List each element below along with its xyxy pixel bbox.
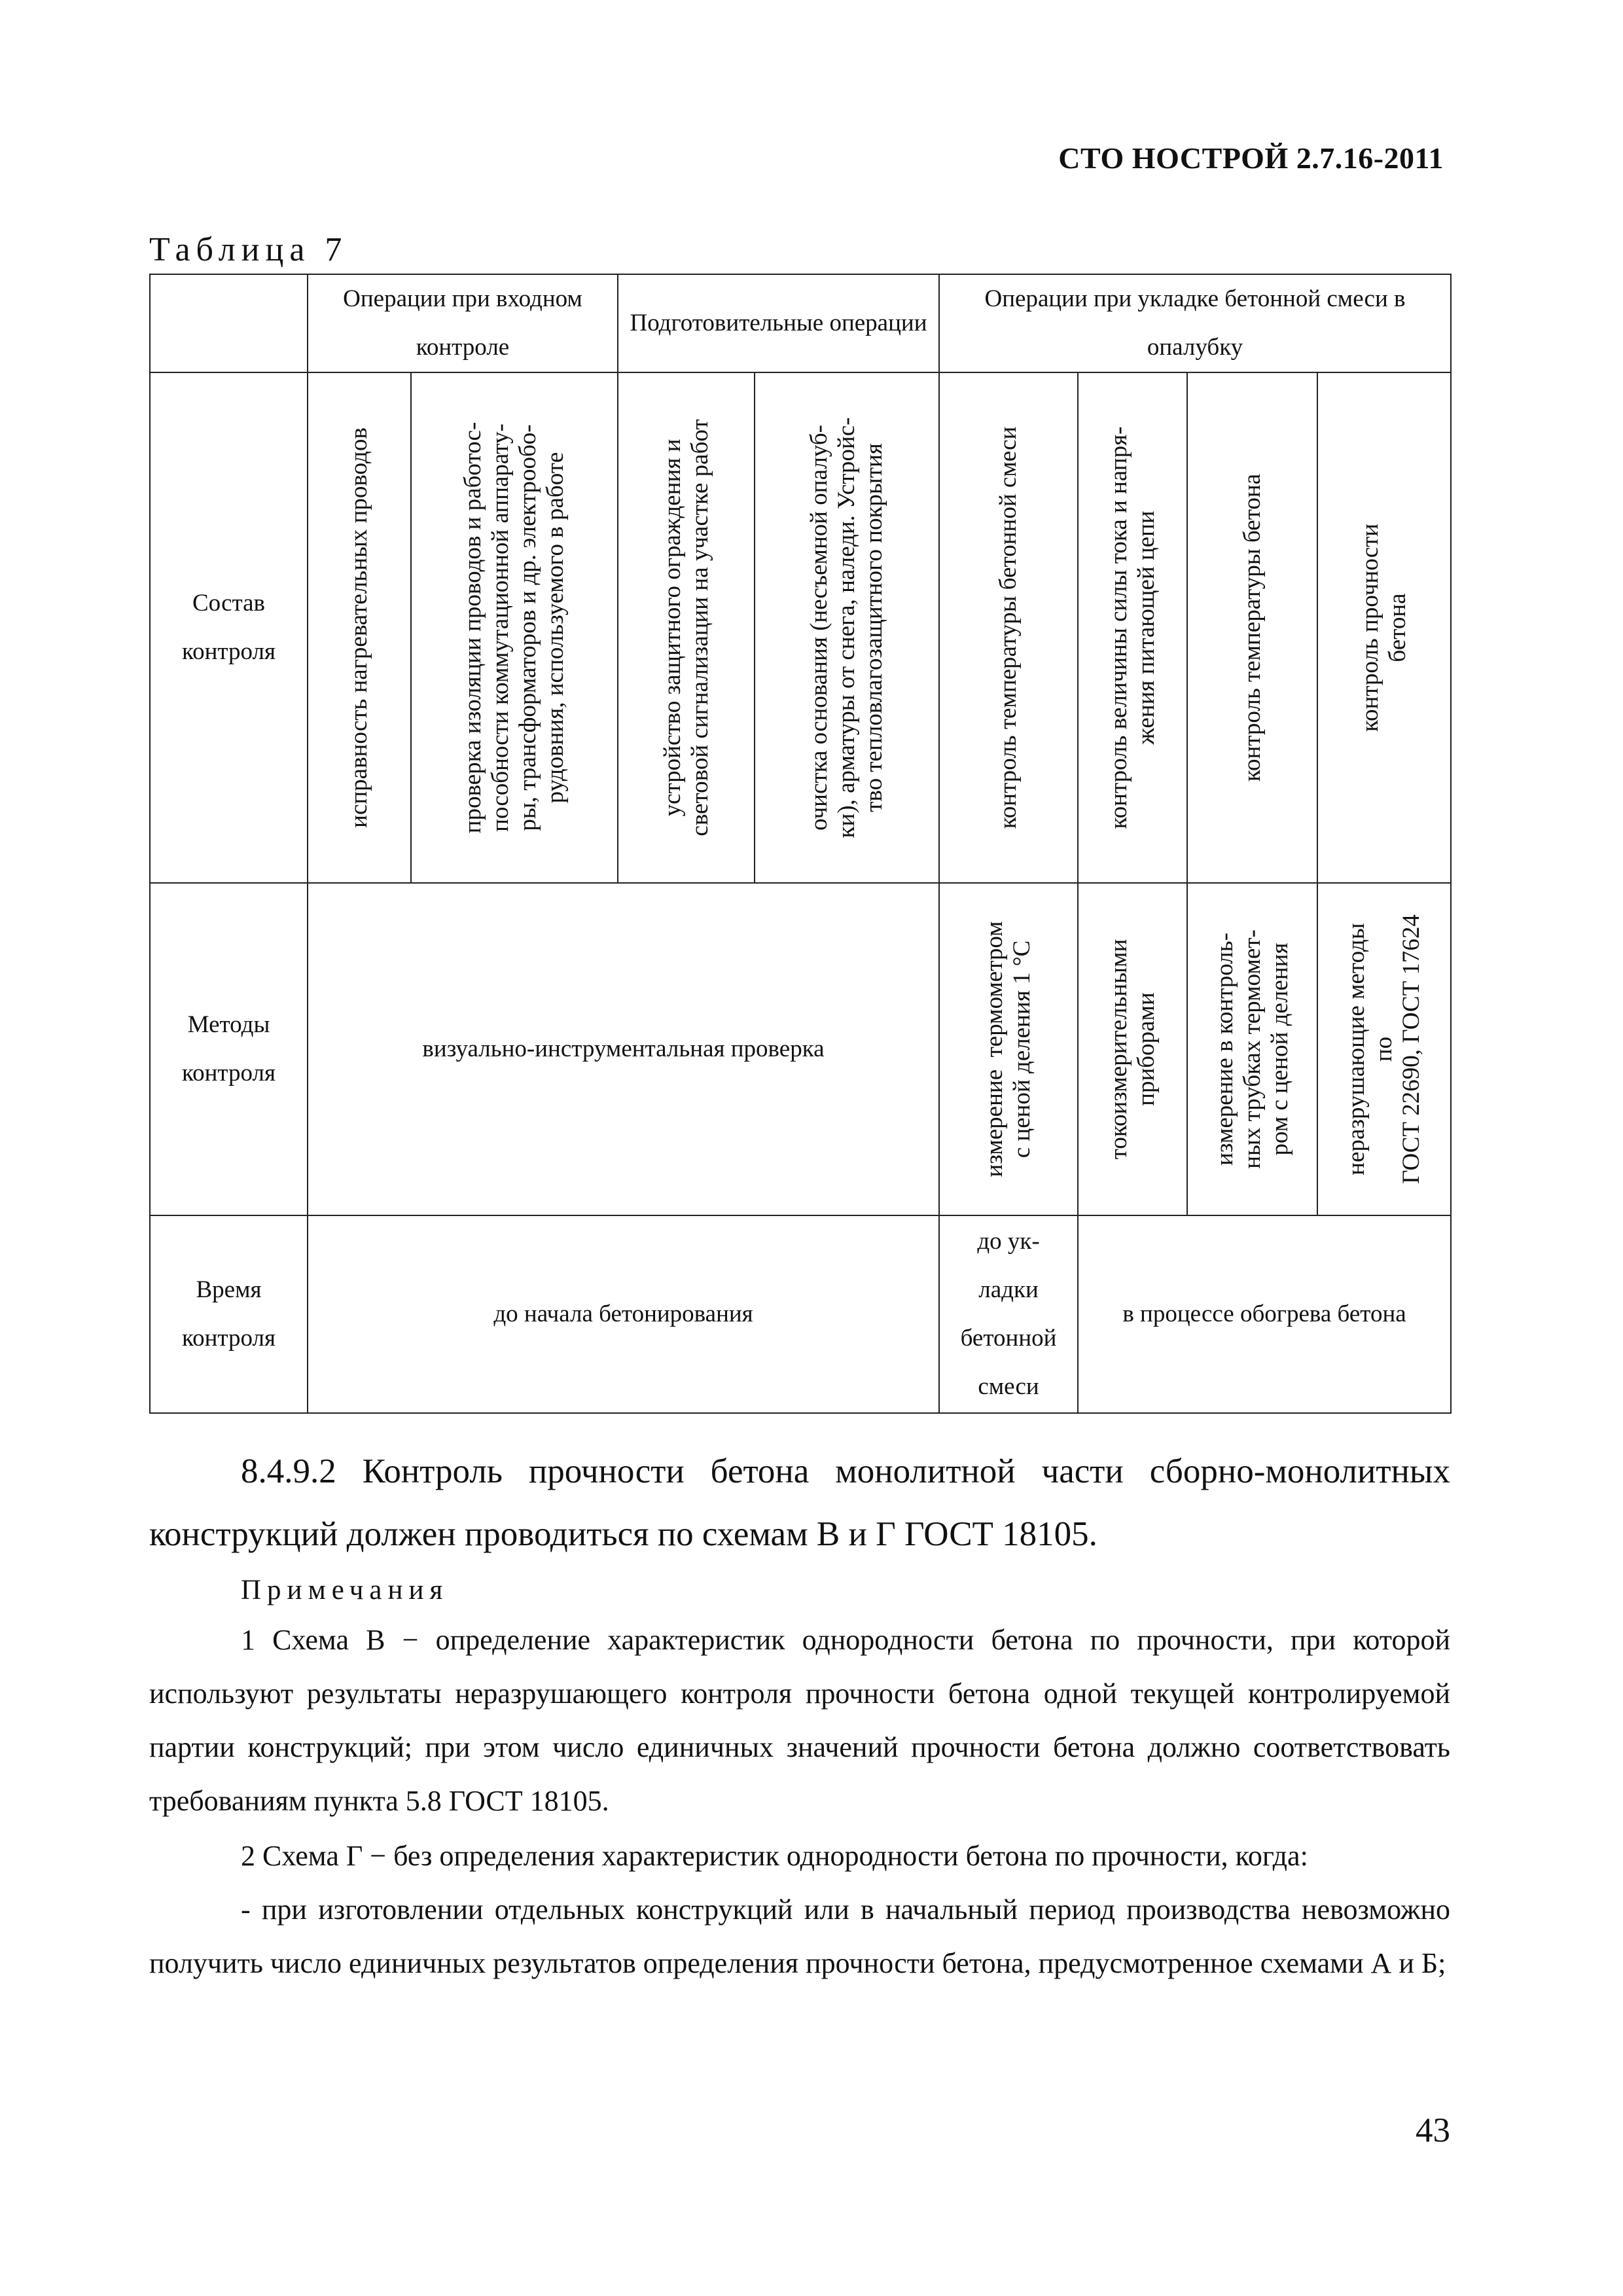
page-number: 43 [1416, 2111, 1450, 2149]
timing-laying-cell: до ук- ладки бетонной смеси [939, 1215, 1078, 1413]
methods-cell [939, 883, 1078, 1215]
control-table [149, 274, 1452, 1414]
composition-cell [618, 372, 755, 883]
composition-cell [1317, 372, 1451, 883]
composition-text: контроль величины силы тока и напря- жения питающей цепи [1105, 426, 1160, 829]
methods-text: измерение в контроль- ных трубках термомет- ром с ценой деления [1211, 929, 1293, 1169]
note-2-item: - при изготовлении отдельных конструкций или в начальный период производства невозможно получить число единичных результатов определения прочности бетона, предусмотренное схемами А и Б; [149, 1893, 1450, 1979]
group-header-input-control [308, 274, 618, 372]
table-corner-cell [150, 274, 308, 372]
group-header-laying [939, 274, 1451, 372]
composition-text: устройство защитного ограждения и световой сигнализации на участке работ [658, 419, 713, 836]
row-label-timing: Время контроля [150, 1215, 308, 1413]
timing-heating-cell: в процессе обогрева бетона [1078, 1215, 1451, 1413]
methods-cell [1317, 883, 1451, 1215]
note-1: 1 Схема В − определение характеристик однородности бетона по прочности, при которой используют результаты неразрушающего контроля прочности бетона одной текущей контролируемой партии конструкций; при этом число единичных значений прочности бетона должно соответствовать требованиям пункта 5.8 ГОСТ 18105. [149, 1624, 1450, 1817]
methods-text: токоизмерительными приборами [1105, 939, 1160, 1160]
composition-text: проверка изоляции проводов и работос- пособности коммутационной аппарату- ры, трансформаторов и др. электрообо- рудовния, используемого в работе [459, 422, 569, 834]
composition-text: очистка основания (несъемной опалуб- ки), арматуры от снега, наледи. Устройс- тво тепловлагозащитного покрытия [806, 417, 887, 838]
composition-cell [755, 372, 939, 883]
composition-cell [411, 372, 618, 883]
composition-text: контроль температуры бетонной смеси [995, 426, 1022, 829]
group-header-preparatory [618, 274, 939, 372]
composition-cell [1078, 372, 1187, 883]
notes-title: Примечания [241, 1575, 449, 1605]
group-header-label: Подготовительные операции [630, 310, 927, 336]
methods-visual-cell: визуально-инструментальная проверка [308, 883, 939, 1215]
timing-before-cell: до начала бетонирования [308, 1215, 939, 1413]
methods-text: неразрушающие методы по ГОСТ 22690, ГОСТ 17624 [1343, 914, 1425, 1184]
composition-cell [308, 372, 411, 883]
group-header-label: Операции при укладке бетонной смеси в опалубку [984, 285, 1406, 361]
composition-text: исправность нагревательных проводов [346, 427, 372, 828]
methods-cell [1078, 883, 1187, 1215]
note-2: 2 Схема Г − без определения характеристик однородности бетона по прочности, когда: [241, 1840, 1308, 1872]
composition-text: контроль прочности бетона [1357, 523, 1412, 732]
composition-text: контроль температуры бетона [1238, 473, 1266, 782]
document-code-header: СТО НОСТРОЙ 2.7.16-2011 [1058, 141, 1444, 175]
paragraph-8-4-9-2: 8.4.9.2 Контроль прочности бетона монолитной части сборно-монолитных конструкций должен проводиться по схемам В и Г ГОСТ 18105. [149, 1452, 1450, 1553]
composition-cell [1187, 372, 1317, 883]
row-label-methods: Методы контроля [150, 883, 308, 1215]
composition-cell [939, 372, 1078, 883]
methods-text: измерение термометром с ценой деления 1 °С [981, 921, 1036, 1177]
row-label-composition: Состав контроля [150, 372, 308, 883]
group-header-label: Операции при входном контроле [343, 285, 582, 361]
table-caption: Таблица 7 [149, 231, 348, 268]
methods-cell [1187, 883, 1317, 1215]
